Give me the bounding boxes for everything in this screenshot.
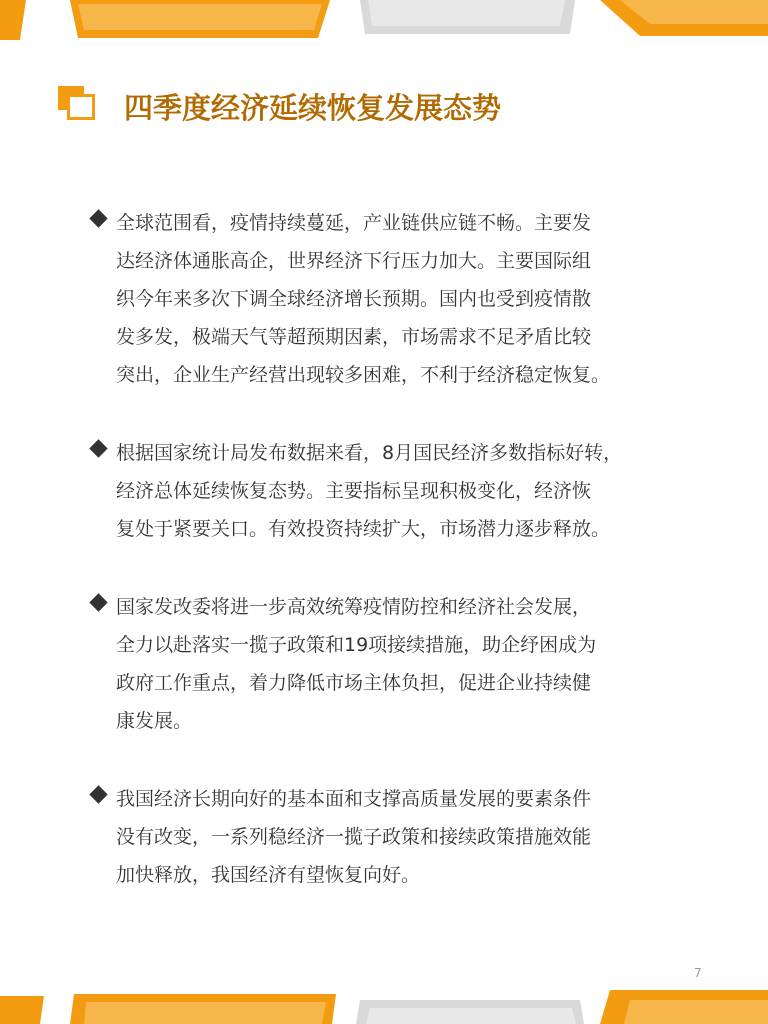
diamond-bullet-icon — [89, 785, 107, 803]
paragraph-line: 复处于紧要关口。有效投资持续扩大，市场潜力逐步释放。 — [116, 518, 611, 540]
paragraph-line: 加快释放，我国经济有望恢复向好。 — [116, 864, 421, 886]
title-row — [58, 84, 738, 134]
paragraph-line: 织今年来多次下调全球经济增长预期。国内也受到疫情散 — [116, 288, 592, 310]
bullet-paragraph-1 — [92, 204, 702, 394]
diamond-bullet-icon — [89, 209, 107, 227]
bullet-paragraph-4 — [92, 780, 702, 894]
paragraph-line: 没有改变，一系列稳经济一揽子政策和接续政策措施效能 — [116, 826, 592, 848]
paragraph-line: 我国经济长期向好的基本面和支撑高质量发展的要素条件 — [116, 788, 592, 810]
paragraph-line: 经济总体延续恢复态势。主要指标呈现积极变化，经济恢 — [116, 480, 592, 502]
square-bullet-icon — [58, 86, 98, 126]
paragraph-line: 国家发改委将进一步高效统筹疫情防控和经济社会发展， — [116, 596, 592, 618]
page-number: 7 — [694, 966, 702, 980]
paragraph-line: 发多发，极端天气等超预期因素，市场需求不足矛盾比较 — [116, 326, 592, 348]
top-band-graphic — [0, 0, 768, 40]
diamond-bullet-icon — [89, 593, 107, 611]
paragraph-line: 突出，企业生产经营出现较多困难，不利于经济稳定恢复。 — [116, 364, 611, 386]
paragraph-line: 根据国家统计局发布数据来看，8月国民经济多数指标好转， — [116, 442, 623, 464]
bottom-band-graphic — [0, 990, 768, 1024]
paragraph-line: 全力以赴落实一揽子政策和19项接续措施，助企纾困成为 — [116, 634, 597, 656]
top-decorative-band — [0, 0, 768, 40]
diamond-bullet-icon — [89, 439, 107, 457]
paragraph-line: 政府工作重点，着力降低市场主体负担，促进企业持续健 — [116, 672, 592, 694]
paragraph-line: 康发展。 — [116, 710, 193, 732]
paragraph-line: 达经济体通胀高企，世界经济下行压力加大。主要国际组 — [116, 250, 592, 272]
page-title: 四季度经济延续恢复发展态势 — [124, 91, 502, 125]
bullet-paragraph-3 — [92, 588, 702, 740]
bottom-decorative-band — [0, 990, 768, 1024]
bullet-paragraph-2 — [92, 434, 702, 548]
bullet-list — [92, 204, 702, 894]
paragraph-line: 全球范围看，疫情持续蔓延，产业链供应链不畅。主要发 — [116, 212, 592, 234]
